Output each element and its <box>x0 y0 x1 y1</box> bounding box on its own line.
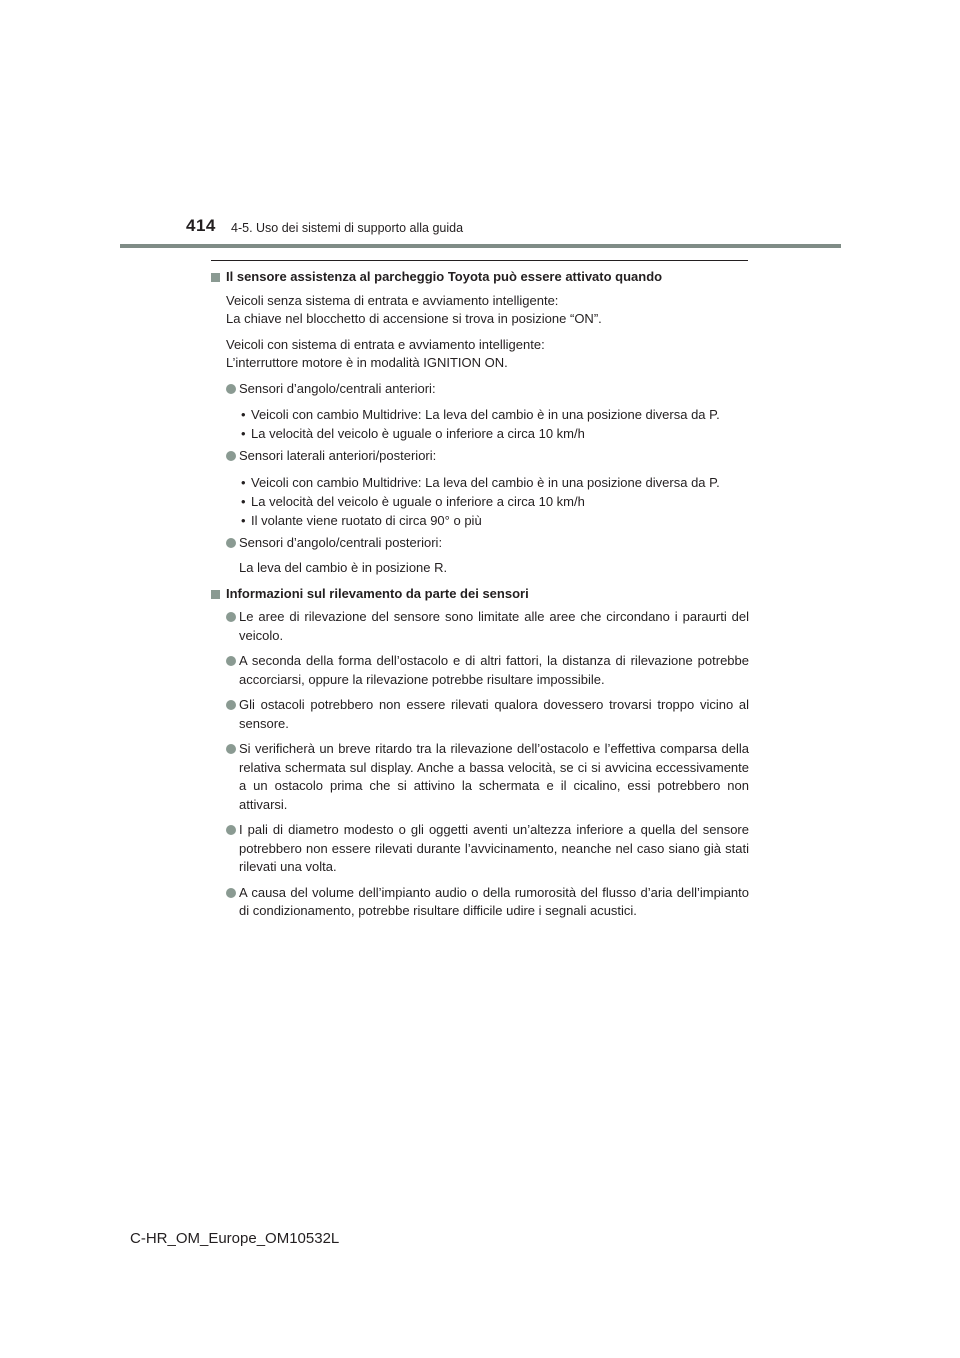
paragraph-line: La chiave nel blocchetto di accensione si trova in posizione “ON”. <box>226 311 602 326</box>
paragraph-line: L’interruttore motore è in modalità IGNITION ON. <box>226 355 508 370</box>
circle-bullet-icon <box>226 825 236 835</box>
circle-bullet-icon <box>226 451 236 461</box>
section-heading-activation <box>211 268 749 287</box>
paragraph-no-smart-entry <box>211 292 749 329</box>
paragraph-line: Veicoli con sistema di entrata e avviamento intelligente: <box>226 336 545 352</box>
circle-bullet-icon <box>226 744 236 754</box>
bullet-detection-info <box>211 884 749 921</box>
bullet-detection-info <box>211 821 749 877</box>
header-divider <box>120 244 841 248</box>
paragraph-line: Veicoli senza sistema di entrata e avviamento intelligente: <box>226 292 559 308</box>
bullet-detection-info <box>211 608 749 645</box>
sublist-side <box>211 473 749 530</box>
circle-bullet-icon <box>226 612 236 622</box>
bullet-text: Gli ostacoli potrebbero non essere rilevati qualora dovessero trovarsi troppo vicino al sensore. <box>239 697 749 731</box>
sub-item: • Veicoli con cambio Multidrive: La leva del cambio è in una posizione diversa da P. <box>239 473 749 492</box>
square-bullet-icon <box>211 590 220 599</box>
bullet-side-sensors <box>211 447 749 466</box>
paragraph-smart-entry <box>211 336 749 373</box>
bullet-text: Le aree di rilevazione del sensore sono limitate alle aree che circondano i paraurti del veicolo. <box>239 609 749 643</box>
heading-text: Il sensore assistenza al parcheggio Toyota può essere attivato quando <box>226 269 663 284</box>
sub-item: • Veicoli con cambio Multidrive: La leva del cambio è in una posizione diversa da P. <box>239 405 749 424</box>
section-title: 4-5. Uso dei sistemi di supporto alla guida <box>231 221 464 235</box>
sub-item: • Il volante viene ruotato di circa 90° o più <box>239 511 749 530</box>
bullet-detection-info <box>211 652 749 689</box>
bullet-text: Si verificherà un breve ritardo tra la rilevazione dell’ostacolo e l’effettiva comparsa della relativa schermata sul display. Anche a bassa velocità, se ci si avvicina eccessivamente a un ostacolo prima che si attivino la schermata e il cicalino, essi potrebbero non attivarsi. <box>239 741 749 812</box>
bullet-text: Sensori d’angolo/centrali anteriori: <box>239 380 436 396</box>
bullet-text: I pali di diametro modesto o gli oggetti aventi un’altezza inferiore a quella del sensore potrebbero non essere rilevati durante l’avvicinamento, neanche nel caso siano già stati rilevati una volta. <box>239 822 749 874</box>
page-number: 414 <box>186 216 216 235</box>
bullet-text: Sensori d’angolo/centrali posteriori: <box>239 534 443 550</box>
rear-condition-text: La leva del cambio è in posizione R. <box>239 560 448 575</box>
circle-bullet-icon <box>226 656 236 666</box>
sublist-front-corner <box>211 405 749 443</box>
bullet-detection-info <box>211 696 749 733</box>
bullet-front-corner-sensors <box>211 380 749 399</box>
document-code: C-HR_OM_Europe_OM10532L <box>130 1230 340 1247</box>
circle-bullet-icon <box>226 700 236 710</box>
bullet-text: Sensori laterali anteriori/posteriori: <box>239 448 437 463</box>
sub-item: • La velocità del veicolo è uguale o inferiore a circa 10 km/h <box>239 424 749 443</box>
bullet-text: A causa del volume dell’impianto audio o della rumorosità del flusso d’aria dell’impianto di condizionamento, potrebbe risultare difficile udire i segnali acustici. <box>239 884 749 918</box>
circle-bullet-icon <box>226 384 236 394</box>
bullet-rear-corner-sensors <box>211 534 749 553</box>
circle-bullet-icon <box>226 888 236 898</box>
bullet-detection-info <box>211 740 749 814</box>
circle-bullet-icon <box>226 538 236 548</box>
bullet-text: A seconda della forma dell’ostacolo e di altri fattori, la distanza di rilevazione potrebbe accorciarsi, oppure la rilevazione potrebbe risultare impossibile. <box>239 653 749 687</box>
sub-item: • La velocità del veicolo è uguale o inferiore a circa 10 km/h <box>239 492 749 511</box>
heading-text: Informazioni sul rilevamento da parte dei sensori <box>226 585 529 601</box>
content-divider <box>211 260 748 261</box>
section-heading-detection <box>211 585 749 604</box>
main-content <box>211 268 749 925</box>
square-bullet-icon <box>211 273 220 282</box>
